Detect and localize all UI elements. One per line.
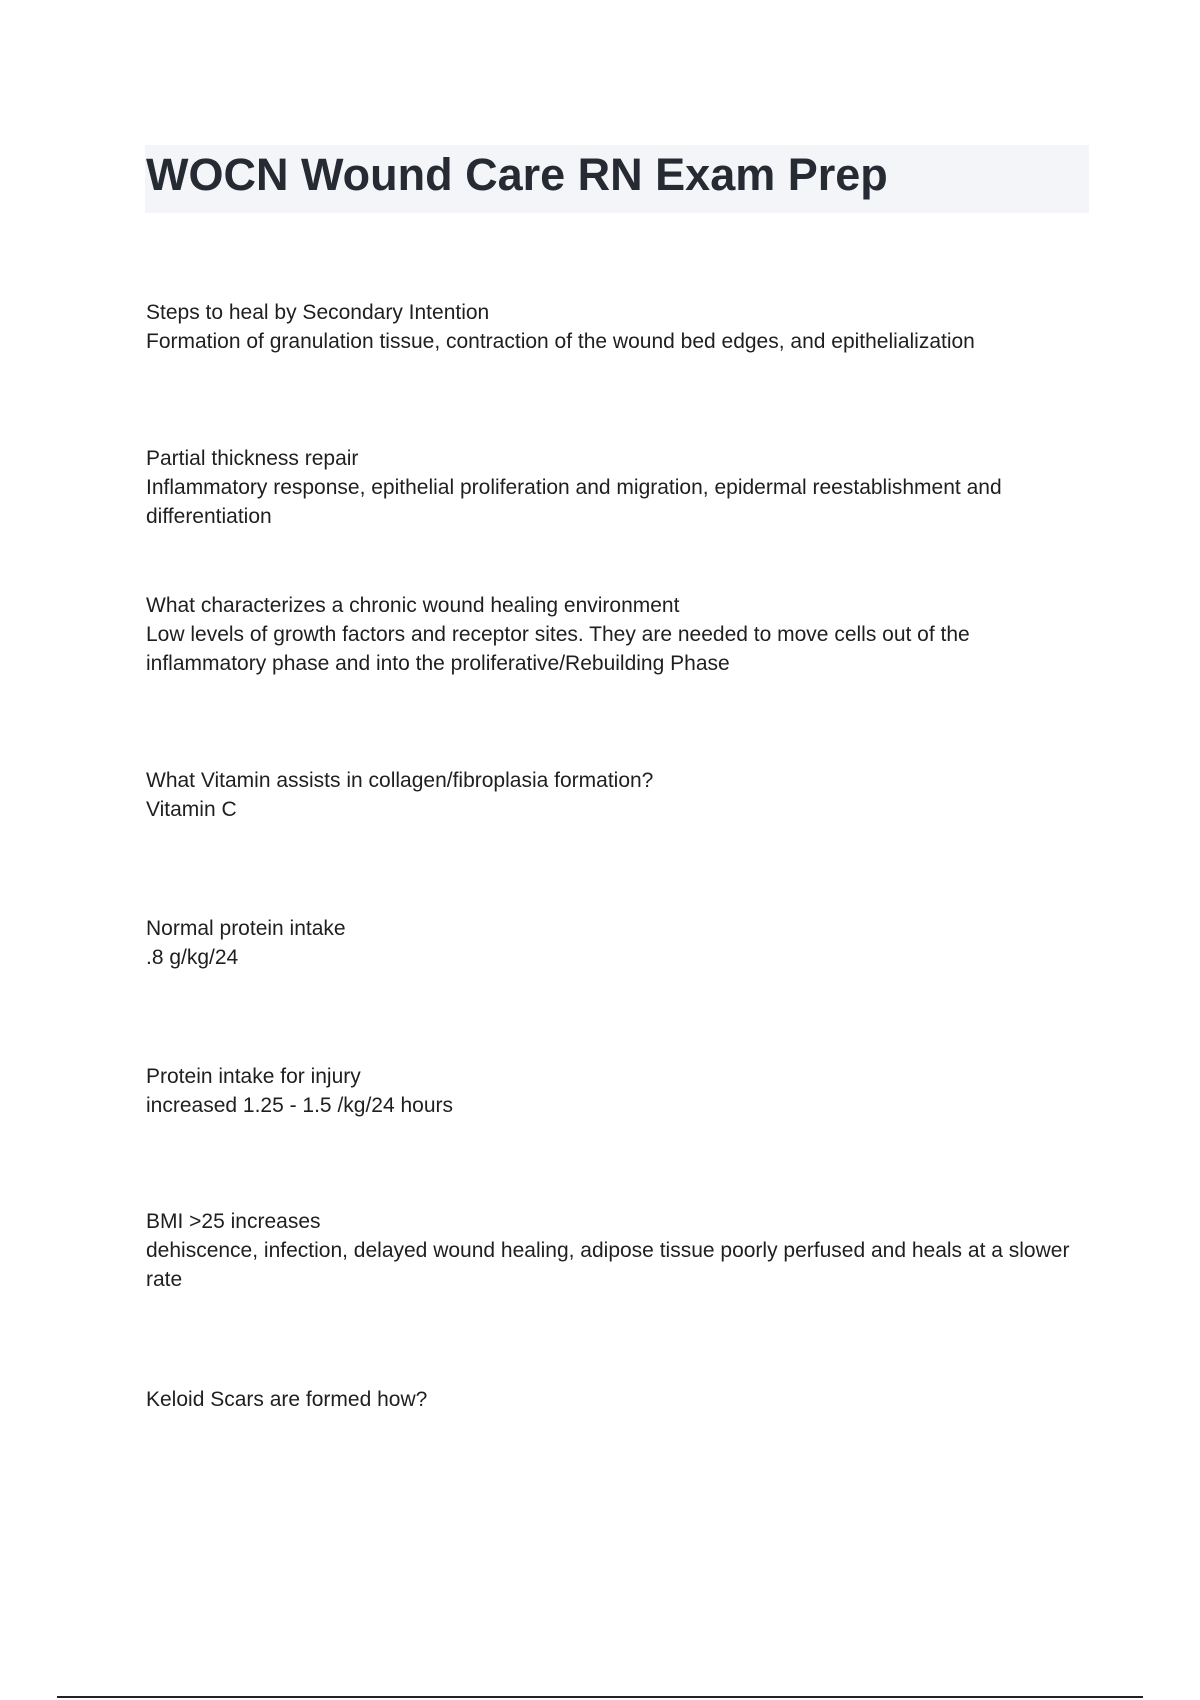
- answer-text: .8 g/kg/24: [146, 946, 239, 969]
- question-text: Keloid Scars are formed how?: [146, 1388, 428, 1411]
- answer-text: Inflammatory response, epithelial proliferation and migration, epidermal reestablishment and differentiation: [146, 476, 1002, 528]
- question-text: Normal protein intake: [146, 917, 346, 940]
- question-text: What Vitamin assists in collagen/fibroplasia formation?: [146, 769, 654, 792]
- qa-item: [146, 298, 1076, 356]
- qa-item: [146, 1207, 1076, 1294]
- answer-text: increased 1.25 - 1.5 /kg/24 hours: [146, 1094, 454, 1117]
- qa-item: [146, 1062, 1076, 1120]
- qa-item: [146, 1385, 1076, 1414]
- footer-divider: [57, 1696, 1143, 1698]
- qa-item: [146, 591, 1076, 678]
- answer-text: dehiscence, infection, delayed wound healing, adipose tissue poorly perfused and heals at a slower rate: [146, 1239, 1070, 1291]
- answer-text: Low levels of growth factors and receptor sites. They are needed to move cells out of the inflammatory phase and into the proliferative/Rebuilding Phase: [146, 623, 970, 675]
- answer-text: Vitamin C: [146, 798, 237, 821]
- qa-item: [146, 444, 1076, 531]
- question-text: What characterizes a chronic wound healing environment: [146, 594, 680, 617]
- document-title: WOCN Wound Care RN Exam Prep: [146, 149, 888, 200]
- answer-text: Formation of granulation tissue, contraction of the wound bed edges, and epithelialization: [146, 330, 975, 353]
- qa-item: [146, 766, 1076, 824]
- question-text: Protein intake for injury: [146, 1065, 361, 1088]
- question-text: BMI >25 increases: [146, 1210, 321, 1233]
- question-text: Partial thickness repair: [146, 447, 359, 470]
- question-text: Steps to heal by Secondary Intention: [146, 301, 490, 324]
- qa-item: [146, 914, 1076, 972]
